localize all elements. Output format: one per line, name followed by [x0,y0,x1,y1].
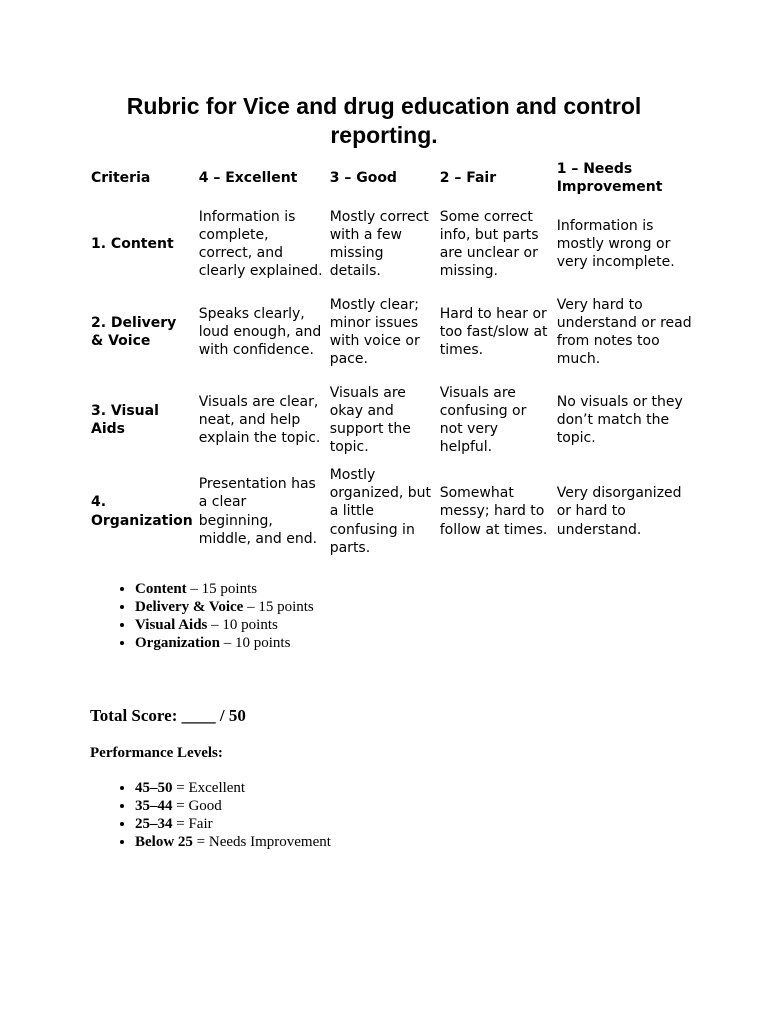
list-item [135,616,314,634]
level-range: Below 25 [135,834,193,850]
excellent-cell: Speaks clearly, loud enough, and with confidence. [198,305,322,359]
points-value: – 10 points [207,617,278,633]
excellent-cell: Presentation has a clear beginning, middle, and end. [198,476,318,547]
performance-levels-list [90,779,331,851]
points-list [90,580,314,652]
needs-improvement-cell: Very hard to understand or read from notes too much. [556,296,692,368]
fair-cell: Visuals are confusing or not very helpful. [439,384,527,456]
needs-improvement-cell: Very disorganized or hard to understand. [556,485,682,538]
points-value: – 15 points [186,581,258,597]
list-item [135,833,331,851]
criterion-cell: 3. Visual Aids [91,402,159,437]
list-item [135,598,314,616]
points-value: – 10 points [220,635,291,651]
points-label: Delivery & Voice [135,599,244,615]
criterion-cell: 4. Organization [91,494,193,529]
points-value: – 15 points [243,599,314,615]
excellent-cell: Information is complete, correct, and clearly explained. [198,208,323,280]
points-label: Content [135,581,187,597]
fair-cell: Some correct info, but parts are unclear or missing. [439,208,539,280]
table-row [88,288,697,376]
table-row [88,200,697,288]
good-cell: Visuals are okay and support the topic. [329,384,411,456]
header-fair: 2 – Fair [439,169,497,186]
needs-improvement-cell: Information is mostly wrong or very incomplete. [556,217,675,271]
table-row [88,376,697,464]
level-range: 35–44 [135,798,173,814]
points-label: Organization [135,635,220,651]
level-range: 25–34 [135,816,173,832]
good-cell: Mostly clear; minor issues with voice or pace. [329,296,420,368]
header-excellent: 4 – Excellent [198,169,298,186]
fair-cell: Somewhat messy; hard to follow at times. [439,485,548,538]
list-item [135,580,314,598]
level-value: = Needs Improvement [192,834,331,850]
level-value: = Excellent [172,780,246,796]
header-good: 3 – Good [329,169,397,186]
list-item [135,779,331,797]
rubric-table [88,156,697,559]
level-range: 45–50 [135,780,173,796]
header-criteria: Criteria [91,169,151,186]
good-cell: Mostly organized, but a little confusing in parts. [329,467,432,556]
list-item [135,815,331,833]
points-label: Visual Aids [135,617,208,633]
level-value: = Good [172,798,222,814]
header-needs-improvement: 1 – Needs Improvement [556,160,663,195]
excellent-cell: Visuals are clear, neat, and help explain the topic. [198,393,321,447]
fair-cell: Hard to hear or too fast/slow at times. [439,305,548,359]
criterion-cell: 1. Content [91,235,174,252]
criterion-cell: 2. Delivery & Voice [91,314,177,349]
list-item [135,797,331,815]
document-title: Rubric for Vice and drug education and control reporting. [126,93,642,148]
level-value: = Fair [172,816,213,832]
table-row [88,464,697,559]
total-score: Total Score: ____ / 50 [90,706,246,725]
performance-levels-heading: Performance Levels: [90,745,223,761]
table-header-row [88,156,697,200]
needs-improvement-cell: No visuals or they don’t match the topic. [556,393,683,447]
list-item [135,634,314,652]
good-cell: Mostly correct with a few missing details. [329,208,429,280]
